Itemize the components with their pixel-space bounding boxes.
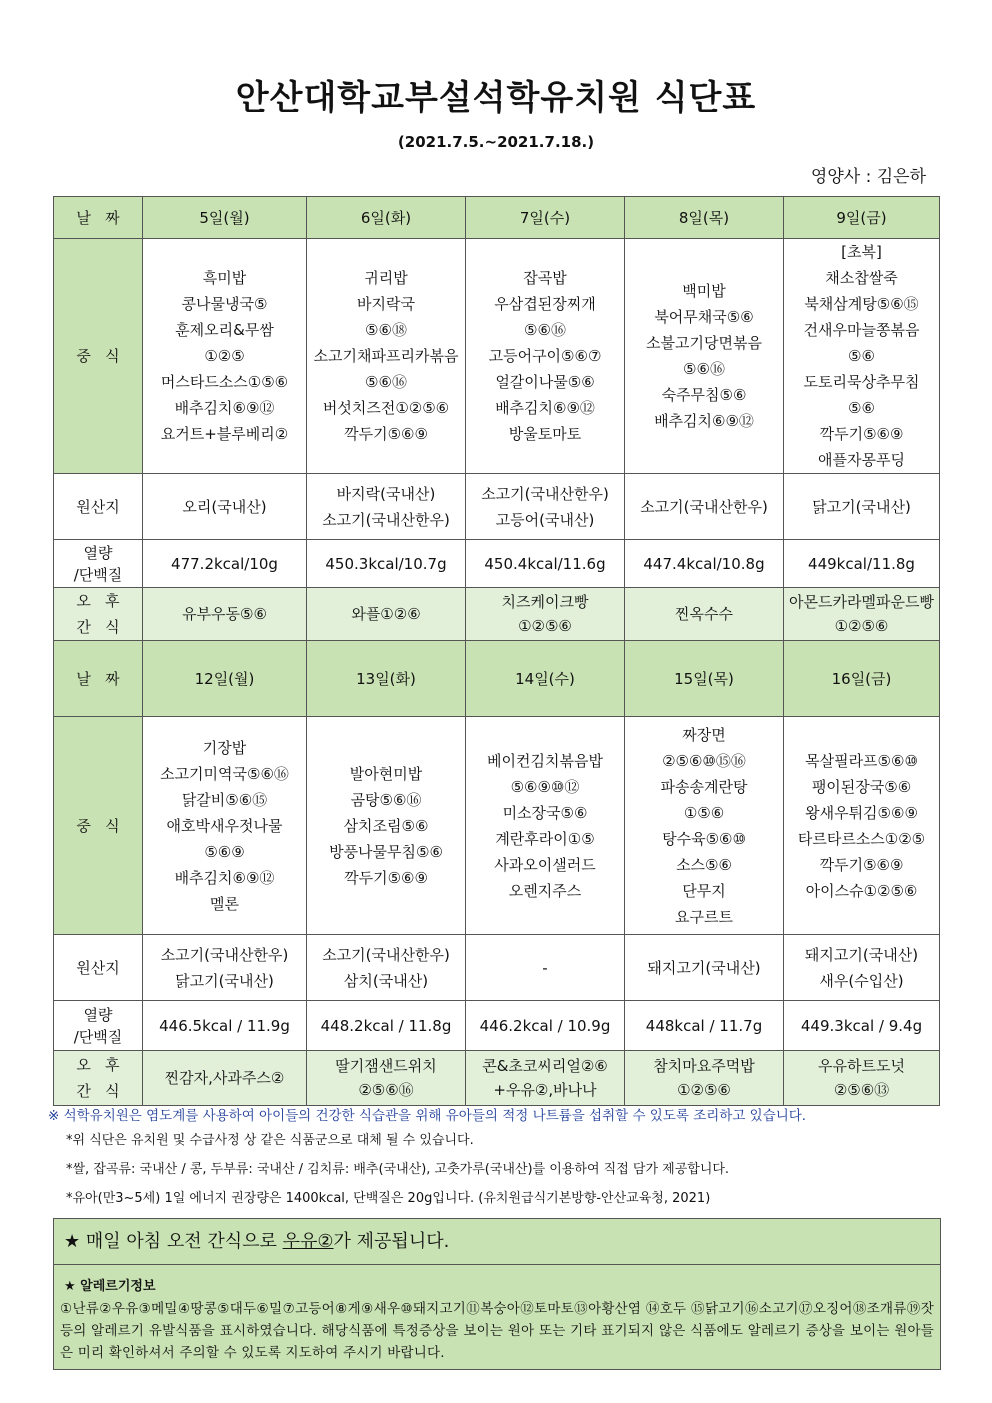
lunch-menu-line: 닭갈비⑤⑥⑮ bbox=[181, 790, 268, 809]
lunch-menu-line: ⑤⑥⑨ bbox=[204, 842, 245, 861]
lunch-menu-line: 배추김치⑥⑨⑫ bbox=[174, 399, 275, 417]
date-label: 날 짜 bbox=[54, 641, 143, 717]
lunch-menu bbox=[307, 239, 466, 474]
lunch-menu-line: 파송송계란탕 bbox=[660, 777, 748, 796]
lunch-menu-line: 오렌지주스 bbox=[508, 881, 582, 900]
note-item: *위 식단은 유치원 및 수급사정 상 같은 식품군으로 대체 될 수 있습니다. bbox=[66, 1133, 474, 1148]
snack-cell-line: ②⑤⑥⑯ bbox=[358, 1081, 414, 1099]
milk-notice-highlight: 우유② bbox=[282, 1231, 334, 1252]
snack-cell bbox=[143, 588, 307, 641]
calorie-cell: 477.2kcal/10g bbox=[143, 540, 307, 588]
origin-cell bbox=[625, 935, 784, 1001]
origin-cell-line: 닭고기(국내산) bbox=[812, 497, 911, 516]
lunch-menu-line: 북채삼계탕⑤⑥⑮ bbox=[804, 295, 919, 313]
snack-cell-line: ②⑤⑥⑬ bbox=[833, 1081, 890, 1099]
lunch-menu-line: 버섯치즈전①②⑤⑥ bbox=[322, 399, 450, 417]
lunch-label: 중 식 bbox=[54, 239, 143, 474]
lunch-menu-line: 왕새우튀김⑤⑥⑨ bbox=[805, 803, 918, 822]
lunch-menu-line: ⑤⑥ bbox=[848, 347, 875, 365]
snack-cell bbox=[307, 1051, 466, 1106]
calorie-label bbox=[54, 1001, 143, 1051]
day-header: 14일(수) bbox=[466, 641, 625, 717]
origin-cell-line: 소고기(국내산한우) bbox=[640, 497, 768, 516]
lunch-menu-line: 요구르트 bbox=[675, 907, 733, 926]
snack-cell-line: ①②⑤⑥ bbox=[834, 617, 889, 635]
day-header: 16일(금) bbox=[784, 641, 940, 717]
origin-cell-line: 바지락(국내산) bbox=[336, 484, 436, 503]
lunch-menu-line: 깍두기⑤⑥⑨ bbox=[819, 425, 904, 443]
snack-cell-line: ①②⑤⑥ bbox=[677, 1081, 731, 1099]
origin-cell bbox=[784, 474, 940, 540]
date-row bbox=[54, 641, 940, 717]
lunch-menu-line: 계란후라이①⑤ bbox=[495, 829, 595, 848]
snack-cell bbox=[466, 1051, 625, 1106]
lunch-menu bbox=[466, 717, 625, 935]
origin-cell bbox=[784, 935, 940, 1001]
calorie-label-line: /단백질 bbox=[73, 1027, 123, 1046]
snack-cell bbox=[625, 1051, 784, 1106]
calorie-row bbox=[54, 540, 940, 588]
date-row bbox=[54, 197, 940, 239]
snack-cell bbox=[784, 1051, 940, 1106]
lunch-menu bbox=[143, 239, 307, 474]
origin-cell-line: 돼지고기(국내산) bbox=[647, 958, 761, 977]
lunch-row bbox=[54, 239, 940, 474]
info-box bbox=[53, 1218, 941, 1370]
calorie-cell: 448kcal / 11.7g bbox=[625, 1001, 784, 1051]
origin-cell-line: 소고기(국내산한우) bbox=[322, 945, 450, 964]
day-header: 13일(화) bbox=[307, 641, 466, 717]
lunch-menu-line: 타르타르소스①②⑤ bbox=[797, 829, 926, 848]
lunch-menu bbox=[625, 239, 784, 474]
lunch-menu bbox=[784, 717, 940, 935]
origin-cell-line: 소고기(국내산한우) bbox=[481, 484, 609, 503]
lunch-menu-line: 방풍나물무침⑤⑥ bbox=[329, 842, 443, 861]
snack-cell bbox=[625, 588, 784, 641]
lunch-menu-line: ⑤⑥⑯ bbox=[365, 373, 407, 391]
snack-cell-line: 치즈케이크빵 bbox=[501, 593, 589, 611]
date-label: 날 짜 bbox=[54, 197, 143, 239]
origin-cell-line: 소고기(국내산한우) bbox=[160, 945, 289, 964]
lunch-menu-line: 배추김치⑥⑨⑫ bbox=[654, 412, 754, 430]
lunch-menu-line: 우삼겹된장찌개 bbox=[494, 295, 596, 313]
day-header: 15일(목) bbox=[625, 641, 784, 717]
origin-cell-line: 돼지고기(국내산) bbox=[804, 945, 919, 964]
lunch-menu-line: 깍두기⑤⑥⑨ bbox=[344, 425, 428, 443]
calorie-cell: 449kcal/11.8g bbox=[784, 540, 940, 588]
lunch-menu-line: 북어무채국⑤⑥ bbox=[654, 308, 754, 326]
lunch-menu bbox=[625, 717, 784, 935]
calorie-cell: 448.2kcal / 11.8g bbox=[307, 1001, 466, 1051]
day-header: 12일(월) bbox=[143, 641, 307, 717]
milk-notice bbox=[54, 1219, 940, 1265]
origin-label: 원산지 bbox=[54, 474, 143, 540]
calorie-label-line: /단백질 bbox=[73, 565, 123, 584]
lunch-menu-line: 애호박새우젓나물 bbox=[166, 816, 283, 835]
lunch-menu-line: 요거트+블루베리② bbox=[160, 425, 289, 443]
menu-table bbox=[53, 196, 940, 1106]
calorie-label-line: 열량 bbox=[83, 1005, 113, 1024]
origin-row bbox=[54, 474, 940, 540]
snack-cell bbox=[466, 588, 625, 641]
origin-cell bbox=[143, 935, 307, 1001]
notes bbox=[48, 1104, 948, 1216]
lunch-menu-line: ①②⑤ bbox=[204, 347, 245, 365]
lunch-menu-line: 잡곡밥 bbox=[523, 269, 567, 287]
origin-cell bbox=[143, 474, 307, 540]
snack-cell-line: 딸기잼샌드위치 bbox=[335, 1057, 437, 1075]
snack-row bbox=[54, 588, 940, 641]
lunch-menu-line: 단무지 bbox=[682, 881, 726, 900]
lunch-label: 중 식 bbox=[54, 717, 143, 935]
lunch-menu bbox=[307, 717, 466, 935]
lunch-menu-line: 깍두기⑤⑥⑨ bbox=[344, 868, 428, 887]
lunch-menu-line: 삼치조림⑤⑥ bbox=[343, 816, 429, 835]
lunch-menu-line: 애플자몽푸딩 bbox=[818, 451, 905, 469]
day-header: 7일(수) bbox=[466, 197, 625, 239]
lunch-menu-line: 기장밥 bbox=[202, 738, 247, 757]
origin-cell bbox=[625, 474, 784, 540]
lunch-menu-line: 베이컨김치볶음밥 bbox=[487, 751, 603, 770]
calorie-cell: 450.4kcal/11.6g bbox=[466, 540, 625, 588]
lunch-menu-line: 콩나물냉국⑤ bbox=[181, 295, 268, 313]
snack-cell-line: 아몬드카라멜파운드빵 bbox=[789, 593, 934, 611]
note-item: *쌀, 잡곡류: 국내산 / 콩, 두부류: 국내산 / 김치류: 배추(국내산), 고춧가루(국내산)를 이용하여 직접 담가 제공합니다. bbox=[66, 1162, 730, 1177]
origin-cell bbox=[307, 474, 466, 540]
snack-label bbox=[54, 1051, 143, 1106]
snack-cell bbox=[784, 588, 940, 641]
lunch-menu-line: 배추김치⑥⑨⑫ bbox=[495, 399, 595, 417]
lunch-menu-line: 멜론 bbox=[210, 894, 239, 913]
origin-cell-line: - bbox=[542, 958, 548, 977]
lunch-menu-line: ⑤⑥⑯ bbox=[683, 360, 725, 378]
lunch-menu-line: 백미밥 bbox=[682, 282, 726, 300]
lunch-menu-line: 훈제오리&무쌈 bbox=[175, 321, 274, 339]
snack-cell-line: 찐옥수수 bbox=[675, 605, 733, 623]
allergy-text: ①난류②우유③메밀④땅콩⑤대두⑥밀⑦고등어⑧게⑨새우⑩돼지고기⑪복숭아⑫토마토⑬아황산염 ⑭호두 ⑮닭고기⑯소고기⑰오징어⑱조개류⑲잣 등의 알레르기 유발식품을 표시하였습니다. 해당식품에 특정증상을 보이는 원아 또는 기타 표기되지 않은 식품에도 알레르기 증상을 보이는 원아들은 미리 확인하셔서 주의할 수 있도록 지도하여 주시기 바랍니다. bbox=[60, 1301, 934, 1361]
menu-period: (2021.7.5.~2021.7.18.) bbox=[397, 133, 595, 151]
sodium-note: ※ 석학유치원은 염도계를 사용하여 아이들의 건강한 식습관을 위해 유아들의 적정 나트륨을 섭취할 수 있도록 조리하고 있습니다. bbox=[48, 1108, 807, 1124]
snack-cell-line: +우유②,바나나 bbox=[493, 1081, 597, 1099]
lunch-menu-line: 귀리밥 bbox=[364, 269, 408, 287]
calorie-label bbox=[54, 540, 143, 588]
snack-cell-line: 우유하트도넛 bbox=[818, 1057, 905, 1075]
snack-label-line: 간 식 bbox=[76, 618, 120, 636]
day-header: 6일(화) bbox=[307, 197, 466, 239]
lunch-menu-line: 건새우마늘쫑볶음 bbox=[803, 321, 920, 339]
origin-cell-line: 삼치(국내산) bbox=[343, 971, 429, 990]
snack-cell bbox=[143, 1051, 307, 1106]
snack-cell-line: 참치마요주먹밥 bbox=[653, 1057, 755, 1075]
origin-row bbox=[54, 935, 940, 1001]
lunch-menu-line: 팽이된장국⑤⑥ bbox=[811, 777, 912, 796]
lunch-menu-line: [초복] bbox=[841, 243, 882, 261]
calorie-cell: 446.2kcal / 10.9g bbox=[466, 1001, 625, 1051]
lunch-menu-line: 배추김치⑥⑨⑫ bbox=[174, 868, 275, 887]
milk-notice-suffix: 가 제공됩니다. bbox=[333, 1231, 450, 1252]
day-header: 5일(월) bbox=[143, 197, 307, 239]
lunch-menu-line: 숙주무침⑤⑥ bbox=[661, 386, 747, 404]
lunch-menu-line: 도토리묵상추무침 bbox=[803, 373, 920, 391]
lunch-menu-line: 곰탕⑤⑥⑯ bbox=[350, 790, 422, 809]
origin-cell bbox=[307, 935, 466, 1001]
snack-label bbox=[54, 588, 143, 641]
lunch-menu-line: 흑미밥 bbox=[202, 269, 247, 287]
calorie-cell: 450.3kcal/10.7g bbox=[307, 540, 466, 588]
lunch-menu bbox=[466, 239, 625, 474]
calorie-cell: 447.4kcal/10.8g bbox=[625, 540, 784, 588]
dietitian: 영양사 : 김은하 bbox=[810, 167, 926, 187]
milk-notice-prefix: ★ 매일 아침 오전 간식으로 bbox=[64, 1231, 283, 1252]
lunch-menu-line: 깍두기⑤⑥⑨ bbox=[819, 855, 904, 874]
allergy-title: ★ 알레르기정보 bbox=[64, 1279, 156, 1294]
snack-label-line: 오 후 bbox=[76, 592, 120, 610]
lunch-menu-line: 채소찹쌀죽 bbox=[825, 269, 898, 287]
day-header: 8일(목) bbox=[625, 197, 784, 239]
lunch-menu bbox=[143, 717, 307, 935]
lunch-menu-line: ⑤⑥ bbox=[848, 399, 875, 417]
lunch-menu-line: ①⑤⑥ bbox=[683, 803, 725, 822]
calorie-cell: 446.5kcal / 11.9g bbox=[143, 1001, 307, 1051]
snack-cell-line: 유부우동⑤⑥ bbox=[182, 605, 267, 623]
origin-cell bbox=[466, 935, 625, 1001]
lunch-menu-line: 사과오이샐러드 bbox=[494, 855, 596, 874]
lunch-menu-line: 짜장면 bbox=[682, 725, 726, 744]
origin-label: 원산지 bbox=[54, 935, 143, 1001]
snack-label-line: 간 식 bbox=[76, 1082, 120, 1100]
lunch-row bbox=[54, 717, 940, 935]
origin-cell bbox=[466, 474, 625, 540]
origin-cell-line: 소고기(국내산한우) bbox=[322, 510, 450, 529]
snack-cell-line: 와플①②⑥ bbox=[351, 605, 421, 623]
lunch-menu-line: 방울토마토 bbox=[508, 425, 582, 443]
origin-cell-line: 닭고기(국내산) bbox=[175, 971, 274, 990]
origin-cell-line: 오리(국내산) bbox=[182, 497, 267, 516]
snack-cell bbox=[307, 588, 466, 641]
lunch-menu-line: 소스⑤⑥ bbox=[676, 855, 732, 874]
lunch-menu-line: 소고기미역국⑤⑥⑯ bbox=[160, 764, 289, 783]
lunch-menu-line: 아이스슈①②⑤⑥ bbox=[805, 881, 918, 900]
lunch-menu-line: 발아현미밥 bbox=[349, 764, 423, 783]
lunch-menu-line: 소고기채파프리카볶음 bbox=[313, 347, 459, 365]
lunch-menu-line: ⑤⑥⑨⑩⑫ bbox=[510, 777, 580, 796]
origin-cell-line: 새우(수입산) bbox=[819, 971, 904, 990]
page-title: 안산대학교부설석학유치원 식단표 bbox=[235, 78, 757, 118]
day-header: 9일(금) bbox=[784, 197, 940, 239]
snack-cell-line: 찐감자,사과주스② bbox=[164, 1069, 285, 1087]
lunch-menu-line: 바지락국 bbox=[357, 295, 415, 313]
lunch-menu-line: ②⑤⑥⑩⑮⑯ bbox=[662, 751, 746, 770]
lunch-menu-line: 머스타드소스①⑤⑥ bbox=[160, 373, 289, 391]
lunch-menu-line: 탕수육⑤⑥⑩ bbox=[662, 829, 746, 848]
note-item: *유아(만3~5세) 1일 에너지 권장량은 1400kcal, 단백질은 20g입니다. (유치원급식기본방향-안산교육청, 2021) bbox=[66, 1191, 711, 1206]
snack-label-line: 오 후 bbox=[76, 1056, 120, 1074]
lunch-menu-line: ⑤⑥⑯ bbox=[524, 321, 566, 339]
lunch-menu-line: 미소장국⑤⑥ bbox=[502, 803, 588, 822]
lunch-menu-line: 고등어구이⑤⑥⑦ bbox=[488, 347, 602, 365]
lunch-menu-line: 얼갈이나물⑤⑥ bbox=[495, 373, 595, 391]
calorie-row bbox=[54, 1001, 940, 1051]
lunch-menu-line: ⑤⑥⑱ bbox=[365, 321, 407, 339]
lunch-menu bbox=[784, 239, 940, 474]
origin-cell-line: 고등어(국내산) bbox=[495, 510, 595, 529]
calorie-cell: 449.3kcal / 9.4g bbox=[784, 1001, 940, 1051]
lunch-menu-line: 소불고기당면볶음 bbox=[646, 334, 762, 352]
snack-row bbox=[54, 1051, 940, 1106]
lunch-menu-line: 목살필라프⑤⑥⑩ bbox=[805, 751, 918, 770]
calorie-label-line: 열량 bbox=[83, 543, 113, 562]
snack-cell-line: 콘&초코씨리얼②⑥ bbox=[482, 1057, 608, 1075]
snack-cell-line: ①②⑤⑥ bbox=[518, 617, 572, 635]
